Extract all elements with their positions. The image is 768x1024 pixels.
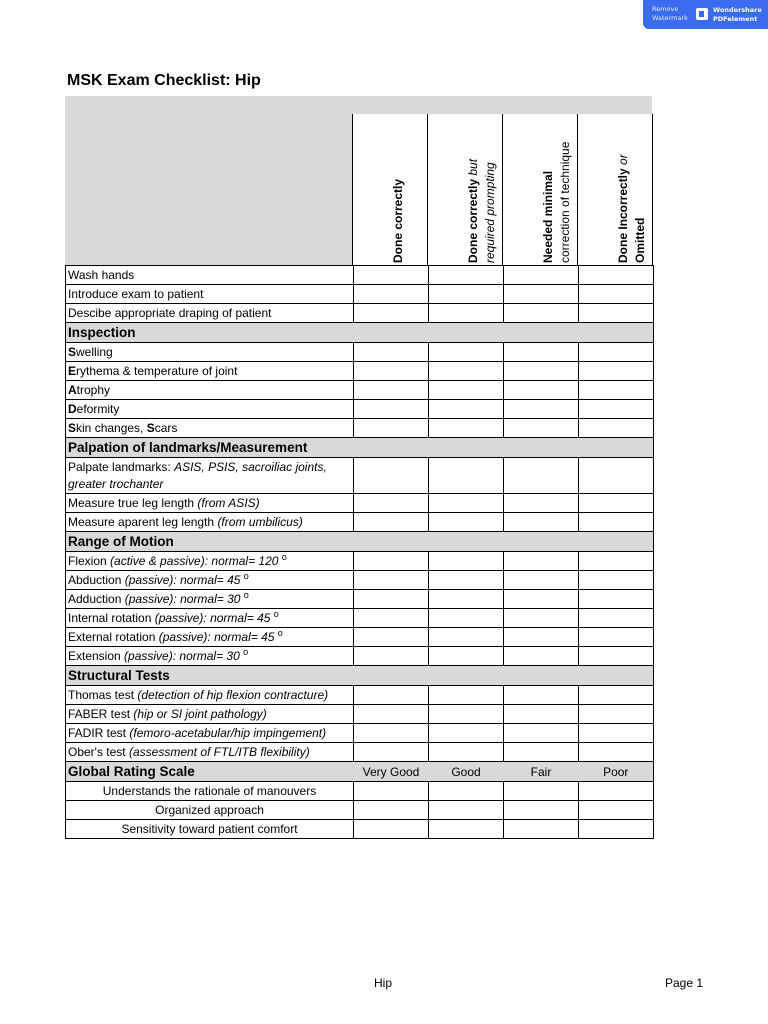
rating-cell[interactable]: [429, 609, 504, 628]
rating-cell[interactable]: [354, 686, 429, 705]
rating-cell[interactable]: [429, 743, 504, 762]
table-row: [66, 381, 654, 400]
rating-cell[interactable]: [579, 381, 654, 400]
table-row: [66, 743, 654, 762]
rating-cell[interactable]: [354, 458, 429, 494]
rating-cell[interactable]: [504, 494, 579, 513]
rating-cell[interactable]: [579, 494, 654, 513]
rating-cell[interactable]: [354, 304, 429, 323]
table-row: [66, 571, 654, 590]
rating-cell[interactable]: [579, 686, 654, 705]
row-label: Palpate landmarks: ASIS, PSIS, sacroiliac joints, greater trochanter: [66, 458, 354, 494]
rating-cell[interactable]: [429, 362, 504, 381]
footer-page-number: Page 1: [665, 976, 704, 990]
section-header-palpation: [66, 438, 654, 458]
rating-cell[interactable]: [504, 705, 579, 724]
rating-cell[interactable]: [429, 381, 504, 400]
rating-cell[interactable]: [579, 647, 654, 666]
rating-cell[interactable]: [504, 801, 579, 820]
rating-cell[interactable]: [429, 801, 504, 820]
rating-cell[interactable]: [579, 743, 654, 762]
table-row: [66, 609, 654, 628]
table-row: [66, 647, 654, 666]
col2-bold: Done correctly: [466, 178, 480, 263]
col4-bold: Done Incorrectly: [616, 168, 630, 263]
col2-line2: required prompting: [483, 162, 497, 263]
rating-cell[interactable]: [579, 458, 654, 494]
section-heading: Inspection: [66, 323, 354, 343]
table-row: [66, 362, 654, 381]
rating-cell[interactable]: [504, 552, 579, 571]
row-label: Internal rotation (passive): normal= 45 $^o$: [66, 609, 354, 628]
rating-cell[interactable]: [354, 647, 429, 666]
table-row: [66, 724, 654, 743]
rating-cell[interactable]: [504, 285, 579, 304]
rating-cell[interactable]: [579, 782, 654, 801]
rating-cell[interactable]: [504, 513, 579, 532]
rating-cell[interactable]: [354, 513, 429, 532]
rating-cell[interactable]: [354, 552, 429, 571]
table-row: [66, 590, 654, 609]
rating-cell[interactable]: [429, 266, 504, 285]
rating-cell[interactable]: [504, 724, 579, 743]
rating-cell[interactable]: [504, 647, 579, 666]
rating-cell[interactable]: [504, 609, 579, 628]
rating-cell[interactable]: [429, 552, 504, 571]
rating-cell[interactable]: [429, 304, 504, 323]
row-label: Measure true leg length (from ASIS): [66, 494, 354, 513]
rating-cell[interactable]: [429, 724, 504, 743]
row-label: Wash hands: [66, 266, 354, 285]
rating-cell[interactable]: [429, 513, 504, 532]
rating-cell[interactable]: [354, 343, 429, 362]
row-label: Descibe appropriate draping of patient: [66, 304, 354, 323]
rating-cell[interactable]: [504, 362, 579, 381]
rating-cell[interactable]: [429, 285, 504, 304]
rating-cell[interactable]: [429, 628, 504, 647]
table-row: [66, 513, 654, 532]
checklist-table: [65, 265, 654, 839]
rating-cell[interactable]: [354, 285, 429, 304]
section-heading: Structural Tests: [66, 666, 354, 686]
column-header-done-incorrectly: [577, 114, 653, 265]
section-header-inspection: [66, 323, 654, 343]
col4-italic: or: [616, 154, 630, 165]
rating-cell[interactable]: [354, 705, 429, 724]
rating-cell[interactable]: [354, 362, 429, 381]
rating-cell[interactable]: [354, 782, 429, 801]
rating-cell[interactable]: [579, 571, 654, 590]
rating-cell[interactable]: [504, 458, 579, 494]
rating-cell[interactable]: [429, 458, 504, 494]
row-label: Deformity: [66, 400, 354, 419]
rating-cell[interactable]: [579, 609, 654, 628]
rating-cell[interactable]: [429, 705, 504, 724]
rating-cell[interactable]: [429, 400, 504, 419]
rating-cell[interactable]: [354, 571, 429, 590]
rating-cell[interactable]: [354, 266, 429, 285]
row-label: FADIR test (femoro-acetabular/hip impingement): [66, 724, 354, 743]
rating-cell[interactable]: [354, 609, 429, 628]
row-label: Measure aparent leg length (from umbilicus): [66, 513, 354, 532]
rating-cell[interactable]: [429, 590, 504, 609]
rating-cell[interactable]: [579, 590, 654, 609]
row-label: Sensitivity toward patient comfort: [66, 820, 354, 839]
rating-cell[interactable]: [504, 266, 579, 285]
page-title: MSK Exam Checklist: Hip: [67, 72, 261, 89]
row-label: Thomas test (detection of hip flexion contracture): [66, 686, 354, 705]
row-label: Erythema & temperature of joint: [66, 362, 354, 381]
rating-cell[interactable]: [504, 590, 579, 609]
col3-line2: correction of technique: [558, 141, 572, 263]
rating-cell[interactable]: [504, 743, 579, 762]
rating-good: Good: [429, 762, 504, 782]
section-heading: Palpation of landmarks/Measurement: [66, 438, 354, 458]
rating-cell[interactable]: [579, 362, 654, 381]
table-row: [66, 494, 654, 513]
table-row: [66, 705, 654, 724]
table-row: [66, 419, 654, 438]
row-label: Abduction (passive): normal= 45 $^o$: [66, 571, 354, 590]
table-row: [66, 820, 654, 839]
section-heading: Range of Motion: [66, 532, 354, 552]
rating-cell[interactable]: [504, 381, 579, 400]
rating-cell[interactable]: [579, 801, 654, 820]
pdfelement-logo-icon: [696, 8, 708, 20]
rating-cell[interactable]: [504, 820, 579, 839]
rating-cell[interactable]: [429, 419, 504, 438]
rating-cell[interactable]: [579, 419, 654, 438]
rating-cell[interactable]: [354, 801, 429, 820]
rating-cell[interactable]: [504, 343, 579, 362]
table-row: [66, 801, 654, 820]
table-row: [66, 304, 654, 323]
column-header-required-prompting: [427, 114, 502, 265]
rating-cell[interactable]: [354, 743, 429, 762]
row-label: Extension (passive): normal= 30 $^o$: [66, 647, 354, 666]
rating-very-good: Very Good: [354, 762, 429, 782]
header-label-cell: [65, 114, 352, 265]
table-row: [66, 458, 654, 494]
rating-cell[interactable]: [354, 590, 429, 609]
section-header-structural: [66, 666, 654, 686]
rating-cell[interactable]: [504, 419, 579, 438]
column-header-done-correctly: [352, 114, 427, 265]
rating-cell[interactable]: [429, 686, 504, 705]
rating-cell[interactable]: [354, 419, 429, 438]
row-label: Introduce exam to patient: [66, 285, 354, 304]
rating-cell[interactable]: [354, 628, 429, 647]
row-label: Organized approach: [66, 801, 354, 820]
rating-poor: Poor: [579, 762, 654, 782]
rating-cell[interactable]: [579, 628, 654, 647]
row-label: Adduction (passive): normal= 30 $^o$: [66, 590, 354, 609]
col3-bold: Needed minimal: [541, 170, 555, 263]
watermark-badge[interactable]: [643, 0, 768, 29]
section-header-rom: [66, 532, 654, 552]
rating-cell[interactable]: [354, 400, 429, 419]
section-heading: Global Rating Scale: [66, 762, 354, 782]
rating-cell[interactable]: [354, 820, 429, 839]
column-header-minimal-correction: [502, 114, 577, 265]
header-band: [65, 96, 652, 114]
rating-cell[interactable]: [579, 304, 654, 323]
rating-fair: Fair: [504, 762, 579, 782]
row-label: FABER test (hip or SI joint pathology): [66, 705, 354, 724]
column-header-block: [65, 96, 652, 265]
rating-cell[interactable]: [429, 820, 504, 839]
rating-cell[interactable]: [579, 552, 654, 571]
table-row: [66, 266, 654, 285]
rating-cell[interactable]: [504, 686, 579, 705]
table-row: [66, 552, 654, 571]
remove-watermark-link[interactable]: Remove Watermark: [652, 5, 688, 22]
rating-cell[interactable]: [429, 782, 504, 801]
rating-cell[interactable]: [579, 820, 654, 839]
rating-cell[interactable]: [579, 266, 654, 285]
footer-section-name: Hip: [374, 976, 393, 990]
row-label: Skin changes, Scars: [66, 419, 354, 438]
rating-cell[interactable]: [504, 628, 579, 647]
col1-bold: Done correctly: [391, 178, 405, 263]
rating-cell[interactable]: [504, 304, 579, 323]
rating-cell[interactable]: [429, 647, 504, 666]
col2-italic: but: [466, 158, 480, 176]
rating-cell[interactable]: [429, 571, 504, 590]
row-label: Understands the rationale of manouvers: [66, 782, 354, 801]
rating-cell[interactable]: [579, 343, 654, 362]
rating-cell[interactable]: [429, 343, 504, 362]
rating-cell[interactable]: [504, 571, 579, 590]
row-label: Flexion (active & passive): normal= 120 $^o$: [66, 552, 354, 571]
table-row: [66, 343, 654, 362]
row-label: Swelling: [66, 343, 354, 362]
rating-cell[interactable]: [579, 724, 654, 743]
rating-cell[interactable]: [504, 400, 579, 419]
col4-line2: Omitted: [633, 217, 647, 263]
table-row: [66, 782, 654, 801]
rating-cell[interactable]: [579, 513, 654, 532]
watermark-brand: Wondershare PDFelement: [713, 6, 762, 23]
section-header-global-rating: [66, 762, 654, 782]
rating-cell[interactable]: [504, 782, 579, 801]
table-row: [66, 686, 654, 705]
table-row: [66, 285, 654, 304]
row-label: Atrophy: [66, 381, 354, 400]
rating-cell[interactable]: [354, 381, 429, 400]
row-label: Ober's test (assessment of FTL/ITB flexibility): [66, 743, 354, 762]
rating-cell[interactable]: [354, 724, 429, 743]
rating-cell[interactable]: [354, 494, 429, 513]
rating-cell[interactable]: [429, 494, 504, 513]
rating-cell[interactable]: [579, 285, 654, 304]
rating-cell[interactable]: [579, 400, 654, 419]
rating-cell[interactable]: [579, 705, 654, 724]
row-label: External rotation (passive): normal= 45 $^o$: [66, 628, 354, 647]
table-row: [66, 628, 654, 647]
table-row: [66, 400, 654, 419]
